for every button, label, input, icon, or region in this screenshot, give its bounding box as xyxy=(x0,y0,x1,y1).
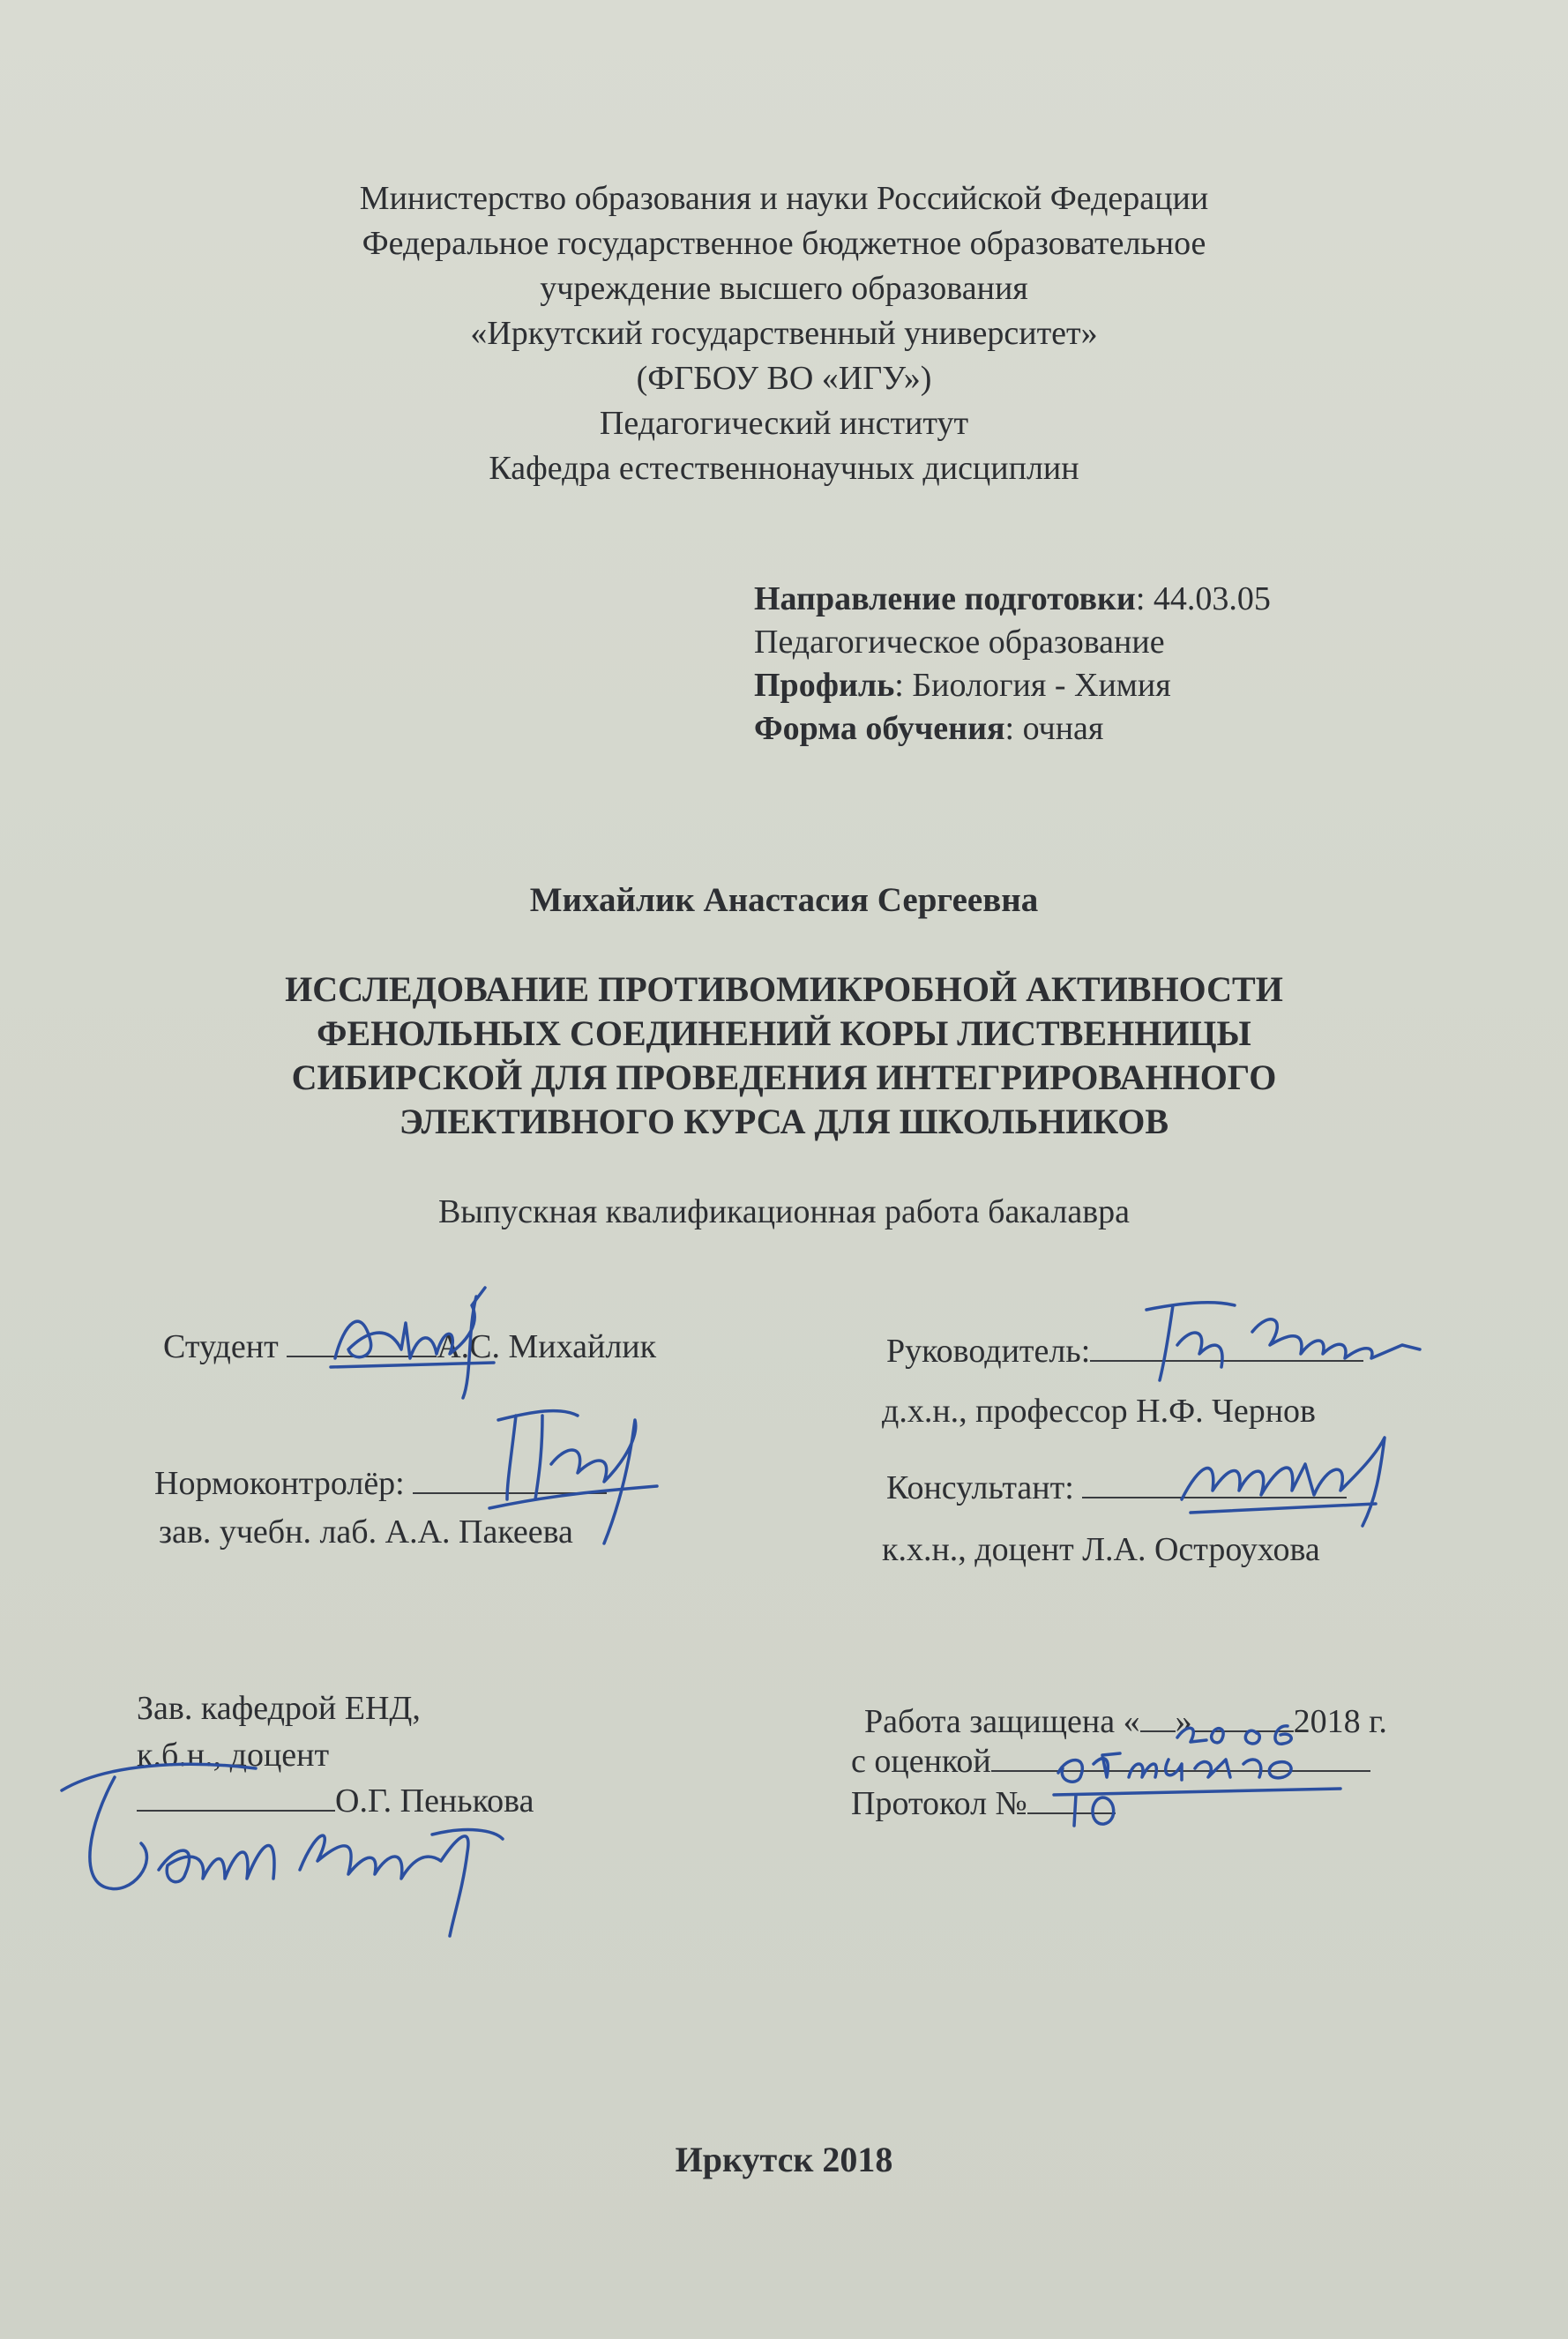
protocol-label: Протокол № xyxy=(851,1785,1027,1822)
work-type: Выпускная квалификационная работа бакалавра xyxy=(437,1193,1131,1230)
normcontrol-label: Нормоконтролёр: xyxy=(154,1465,405,1502)
consultant-label: Консультант: xyxy=(886,1469,1074,1506)
head-name: О.Г. Пенькова xyxy=(335,1782,534,1820)
grade-label: с оценкой xyxy=(851,1743,991,1780)
institution-line-1: Федеральное государственное бюджетное образовательное xyxy=(362,225,1206,262)
protocol-number-handwriting xyxy=(1058,1782,1155,1835)
title-line-1: ИССЛЕДОВАНИЕ ПРОТИВОМИКРОБНОЙ АКТИВНОСТИ xyxy=(285,969,1283,1009)
author-name: Михайлик Анастасия Сергеевна xyxy=(529,881,1039,919)
supervisor-name: д.х.н., профессор Н.Ф. Чернов xyxy=(882,1393,1316,1430)
institution-line-2: учреждение высшего образования xyxy=(540,270,1028,307)
direction-block xyxy=(754,578,1271,751)
quote-close: » xyxy=(1175,1703,1192,1740)
supervisor-signature-handwriting xyxy=(1138,1292,1429,1398)
normcontrol-name: зав. учебн. лаб. А.А. Пакеева xyxy=(159,1513,573,1551)
thesis-title xyxy=(0,968,1568,1144)
city-year: Иркутск 2018 xyxy=(675,2140,893,2179)
form-value: : очная xyxy=(1004,710,1104,747)
form-label: Форма обучения xyxy=(754,710,1005,747)
ministry-line: Министерство образования и науки Российской Федерации xyxy=(359,180,1209,217)
head-degree: к.б.н., доцент xyxy=(137,1737,330,1774)
head-signature-handwriting xyxy=(53,1755,511,1940)
defense-year: 2018 г. xyxy=(1293,1703,1387,1740)
consultant-signature-handwriting xyxy=(1173,1429,1402,1535)
consultant-name: к.х.н., доцент Л.А. Остроухова xyxy=(882,1531,1320,1568)
defended-label: Работа защищена « xyxy=(864,1703,1140,1740)
institute-name: Педагогический институт xyxy=(599,405,969,442)
student-label: Студент xyxy=(163,1328,279,1365)
student-name: А.С. Михайлик xyxy=(437,1328,657,1365)
title-line-3: СИБИРСКОЙ ДЛЯ ПРОВЕДЕНИЯ ИНТЕГРИРОВАННОГО xyxy=(291,1057,1277,1097)
university-name: «Иркутский государственный университет» xyxy=(470,315,1098,352)
university-abbr: (ФГБОУ ВО «ИГУ») xyxy=(636,360,932,397)
supervisor-label: Руководитель: xyxy=(886,1333,1091,1370)
department-name: Кафедра естественнонаучных дисциплин xyxy=(489,450,1079,487)
direction-label: Направление подготовки xyxy=(754,580,1136,617)
direction-name: Педагогическое образование xyxy=(754,624,1165,661)
head-label: Зав. кафедрой ЕНД, xyxy=(137,1690,421,1727)
direction-code: : 44.03.05 xyxy=(1135,580,1271,617)
normcontrol-signature-handwriting xyxy=(481,1402,666,1552)
title-line-2: ФЕНОЛЬНЫХ СОЕДИНЕНИЙ КОРЫ ЛИСТВЕННИЦЫ xyxy=(317,1013,1251,1053)
profile-value: : Биология - Химия xyxy=(894,667,1171,704)
institution-header xyxy=(0,176,1568,491)
title-line-4: ЭЛЕКТИВНОГО КУРСА ДЛЯ ШКОЛЬНИКОВ xyxy=(399,1102,1169,1141)
profile-label: Профиль xyxy=(754,667,895,704)
student-signature-handwriting xyxy=(317,1270,511,1402)
